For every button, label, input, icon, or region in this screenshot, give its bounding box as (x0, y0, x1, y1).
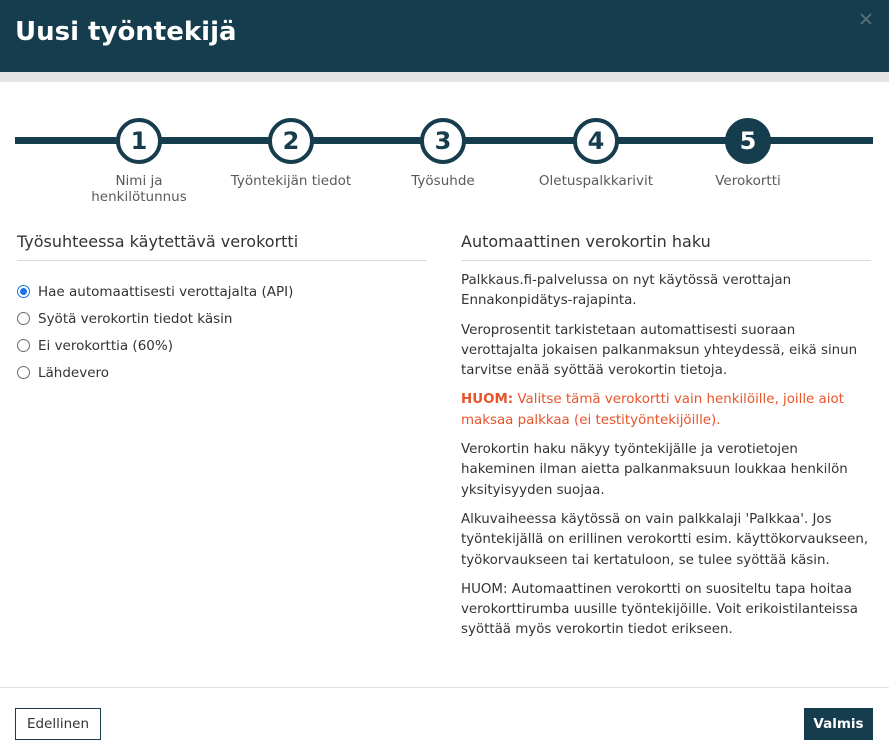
step-number: 2 (268, 118, 314, 164)
radio-button[interactable] (17, 366, 30, 379)
auto-tax-card-info (461, 230, 871, 650)
radio-option-api[interactable] (17, 278, 427, 305)
step-label: Oletuspalkkarivit (538, 173, 654, 189)
dialog-title: Uusi työntekijä (15, 17, 237, 47)
section-title: Työsuhteessa käytettävä verokortti (17, 230, 427, 261)
radio-button[interactable] (17, 312, 30, 325)
radio-option-manual[interactable] (17, 305, 427, 332)
section-title: Automaattinen verokortin haku (461, 230, 871, 261)
step-number-active: 5 (725, 118, 771, 164)
step-label: Verokortti (715, 173, 781, 189)
radio-label: Ei verokorttia (60%) (38, 337, 173, 354)
step-3[interactable] (368, 110, 518, 189)
info-paragraph: Veroprosentit tarkistetaan automattisesti suoraan verottajalta jokaisen palkanmaksun yhteydessä, eikä sinun tarvitse enää syöttää verokortin tietoja. (461, 322, 858, 379)
radio-option-source-tax[interactable] (17, 359, 427, 386)
step-number: 4 (573, 118, 619, 164)
wizard-stepper (0, 110, 889, 210)
step-label: Työsuhde (411, 173, 475, 189)
info-paragraph: Palkkaus.fi-palvelussa on nyt käytössä verottajan Ennakonpidätys-rajapinta. (461, 273, 792, 309)
dialog-header (0, 0, 889, 72)
info-paragraph: Verokortin haku näkyy työntekijälle ja verotietojen hakeminen ilman aietta palkanmaksuun loukkaa henkilön yksityisyyden suojaa. (461, 442, 848, 498)
step-label: Työntekijän tiedot (230, 173, 352, 189)
close-icon[interactable] (859, 12, 873, 26)
radio-label: Syötä verokortin tiedot käsin (38, 310, 233, 327)
radio-option-no-card[interactable] (17, 332, 427, 359)
info-paragraph: Alkuvaiheessa käytössä on vain palkkalaji 'Palkkaa'. Jos työntekijällä on erillinen verokortti esim. käyttökorvaukseen, työkorvaukseen tai kertatuloon, se tulee syöttää käsin. (461, 511, 869, 568)
done-button[interactable]: Valmis (804, 708, 873, 740)
warning-prefix: HUOM: (461, 392, 514, 408)
step-1[interactable] (64, 110, 214, 205)
step-number: 3 (420, 118, 466, 164)
info-paragraph: HUOM: Automaattinen verokortti on suositeltu tapa hoitaa verokorttirumba uusille työntekijöille. Voit erikoistilanteissa syöttää myös verokortin tiedot erikseen. (461, 581, 858, 638)
step-5[interactable] (673, 110, 823, 189)
footer-divider (0, 687, 889, 688)
tax-card-selection (17, 230, 427, 386)
step-number: 1 (116, 118, 162, 164)
previous-button[interactable]: Edellinen (15, 708, 101, 740)
header-divider (0, 72, 889, 82)
warning-paragraph (461, 390, 871, 431)
radio-label: Hae automaattisesti verottajalta (API) (38, 283, 294, 300)
step-label: Nimi ja henkilötunnus (91, 173, 187, 205)
tax-card-radio-group (17, 278, 427, 386)
warning-text: Valitse tämä verokortti vain henkilöille, joille aiot maksaa palkkaa (ei testityöntekijöille). (461, 392, 844, 428)
step-2[interactable] (216, 110, 366, 189)
radio-button[interactable] (17, 339, 30, 352)
step-4[interactable] (521, 110, 671, 189)
radio-label: Lähdevero (38, 364, 110, 381)
radio-button-checked[interactable] (17, 285, 30, 298)
